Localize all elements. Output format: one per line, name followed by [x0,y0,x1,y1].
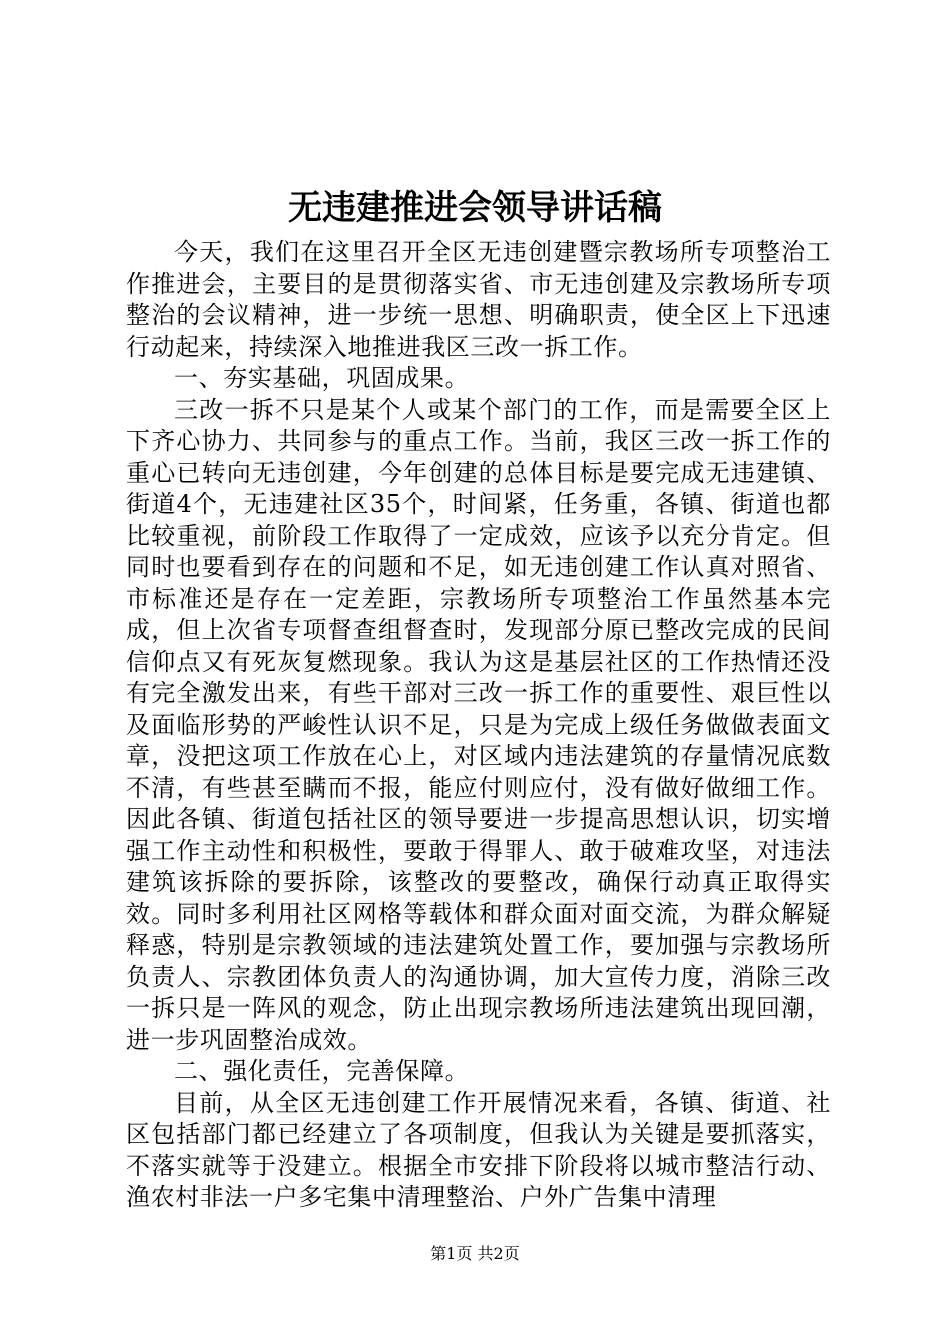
paragraph-section-1: 三改一拆不只是某个人或某个部门的工作，而是需要全区上下齐心协力、共同参与的重点工作。当前，我区三改一拆工作的重心已转向无违创建，今年创建的总体目标是要完成无违建镇、街道4个，无违建社区35个，时间紧，任务重，各镇、街道也都比较重视，前阶段工作取得了一定成效，应该予以充分肯定。但同时也要看到存在的问题和不足，如无违创建工作认真对照省、市标准还是存在一定差距，宗教场所专项整治工作虽然基本完成，但上次省专项督查组督查时，发现部分原已整改完成的民间信仰点又有死灰复燃现象。我认为这是基层社区的工作热情还没有完全激发出来，有些干部对三改一拆工作的重要性、艰巨性以及面临形势的严峻性认识不足，只是为完成上级任务做做表面文章，没把这项工作放在心上，对区域内违法建筑的存量情况底数不清，有些甚至瞒而不报，能应付则应付，没有做好做细工作。因此各镇、街道包括社区的领导要进一步提高思想认识，切实增强工作主动性和积极性，要敢于得罪人、敢于破难攻坚，对违法建筑该拆除的要拆除，该整改的要整改，确保行动真正取得实效。同时多利用社区网格等载体和群众面对面交流，为群众解疑释惑，特别是宗教领域的违法建筑处置工作，要加强与宗教场所负责人、宗教团体负责人的沟通协调，加大宣传力度，消除三改一拆只是一阵风的观念，防止出现宗教场所违法建筑出现回潮，进一步巩固整治成效。 [126,395,831,1054]
section-heading-2: 二、强化责任，完善保障。 [174,1057,470,1085]
paragraph-intro: 今天，我们在这里召开全区无违创建暨宗教场所专项整治工作推进会，主要目的是贯彻落实省、市无违创建及宗教场所专项整治的会议精神，进一步统一思想、明确职责，使全区上下迅速行动起来，持续深入地推进我区三改一拆工作。 [126,238,831,361]
paragraph-section-2: 目前，从全区无违创建工作开展情况来看，各镇、街道、社区包括部门都已经建立了各项制度，但我认为关键是要抓落实，不落实就等于没建立。根据全市安排下阶段将以城市整洁行动、渔农村非法一户多宅集中清理整治、户外广告集中清理 [126,1088,831,1211]
section-heading-1: 一、夯实基础，巩固成果。 [174,364,470,392]
document-body [126,237,831,1214]
page-number-footer: 第1页 共2页 [430,1244,520,1263]
document-title: 无违建推进会领导讲话稿 [288,188,662,228]
